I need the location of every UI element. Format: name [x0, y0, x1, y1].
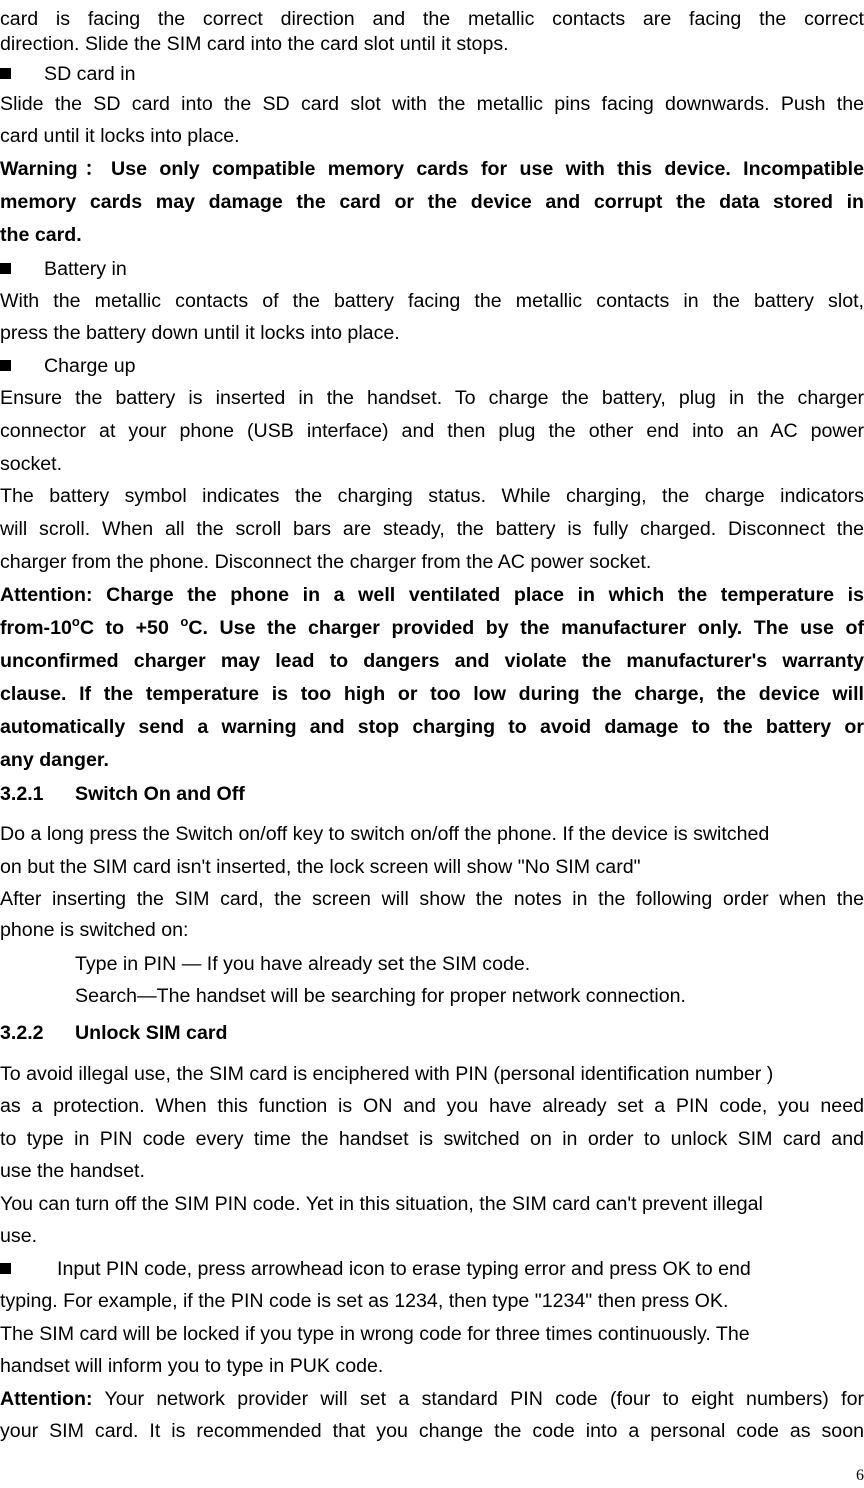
bullet-heading-text: Battery in — [44, 258, 127, 280]
warning-line: memory cards may damage the card or the device and corrupt the data stored in — [0, 191, 864, 213]
paragraph-line: The SIM card will be locked if you type in wrong code for three times continuously. The — [0, 1323, 750, 1345]
attention-line: unconfirmed charger may lead to dangers and violate the manufacturer's warranty — [0, 650, 864, 672]
attention-line: any danger. — [0, 749, 109, 771]
bullet-text: Input PIN code, press arrowhead icon to erase typing error and press OK to end — [57, 1258, 751, 1280]
attention-text: C to +50 — [79, 617, 181, 639]
degree-symbol: o — [180, 614, 189, 629]
section-heading-3-2-1 — [0, 778, 864, 811]
attention-text: Your network provider will set a standard PIN code (four to eight numbers) for — [92, 1388, 864, 1410]
paragraph-line: use the handset. — [0, 1160, 145, 1182]
degree-symbol: o — [71, 614, 80, 629]
paragraph-line: With the metallic contacts of the battery facing the metallic contacts in the battery slot, — [0, 290, 864, 312]
paragraph-line: to type in PIN code every time the handset is switched on in order to unlock SIM card and — [0, 1128, 864, 1150]
paragraph-line: direction. Slide the SIM card into the card slot until it stops. — [0, 33, 509, 55]
warning-line: the card. — [0, 224, 82, 246]
bullet-square-icon — [0, 58, 44, 91]
attention-line: automatically send a warning and stop charging to avoid damage to the battery or — [0, 716, 864, 738]
paragraph-line: The battery symbol indicates the charging status. While charging, the charge indicators — [0, 485, 864, 507]
bullet-square-icon — [0, 253, 44, 286]
attention-label: Attention: — [0, 1388, 93, 1410]
paragraph-line: connector at your phone (USB interface) and then plug the other end into an AC power — [0, 420, 864, 442]
paragraph-line: typing. For example, if the PIN code is set as 1234, then type "1234" then press OK. — [0, 1290, 729, 1312]
paragraph-line: Do a long press the Switch on/off key to switch on/off the phone. If the device is switched — [0, 823, 770, 845]
paragraph-line: Ensure the battery is inserted in the handset. To charge the battery, plug in the charger — [0, 387, 864, 409]
paragraph-line: press the battery down until it locks into place. — [0, 322, 400, 344]
bullet-heading-text: Charge up — [44, 355, 136, 377]
paragraph-line: socket. — [0, 453, 63, 475]
paragraph-line: card is facing the correct direction and the metallic contacts are facing the correct — [0, 8, 864, 30]
paragraph-line: on but the SIM card isn't inserted, the lock screen will show "No SIM card" — [0, 856, 641, 878]
section-heading-3-2-2 — [0, 1017, 864, 1050]
attention-note-line — [0, 1383, 864, 1416]
bullet-square-icon — [0, 350, 44, 383]
paragraph-line: To avoid illegal use, the SIM card is enciphered with PIN (personal identification number ) — [0, 1063, 774, 1085]
attention-line — [0, 612, 864, 645]
paragraph-line: will scroll. When all the scroll bars are steady, the battery is fully charged. Disconnect the — [0, 518, 864, 540]
page-number: 6 — [856, 1467, 864, 1484]
section-number: 3.2.2 — [0, 1022, 44, 1044]
attention-line: Attention: Charge the phone in a well ventilated place in which the temperature is — [0, 584, 864, 606]
paragraph-line: handset will inform you to type in PUK code. — [0, 1355, 384, 1377]
paragraph-line: as a protection. When this function is ON and you have already set a PIN code, you need — [0, 1095, 864, 1117]
indented-line: Search—The handset will be searching for proper network connection. — [75, 985, 687, 1007]
attention-text: from-10 — [0, 617, 72, 639]
paragraph-line: You can turn off the SIM PIN code. Yet in this situation, the SIM card can't prevent illegal — [0, 1193, 763, 1215]
bullet-heading-sd-card — [0, 58, 864, 91]
section-title: Unlock SIM card — [75, 1022, 228, 1044]
paragraph-line: charger from the phone. Disconnect the charger from the AC power socket. — [0, 551, 652, 573]
attention-line: clause. If the temperature is too high or too low during the charge, the device will — [0, 683, 864, 705]
attention-text: C. Use the charger provided by the manufacturer only. The use of — [188, 617, 864, 639]
paragraph-line: your SIM card. It is recommended that you change the code into a personal code as soon — [0, 1420, 864, 1442]
paragraph-line: Slide the SD card into the SD card slot with the metallic pins facing downwards. Push the — [0, 93, 864, 115]
bullet-heading-text: SD card in — [44, 63, 136, 85]
paragraph-line: card until it locks into place. — [0, 125, 240, 147]
paragraph-line: After inserting the SIM card, the screen will show the notes in the following order when the — [0, 888, 864, 910]
warning-line: Warning：Use only compatible memory cards for use with this device. Incompatible — [0, 158, 864, 180]
bullet-heading-charge — [0, 350, 864, 383]
bullet-item — [0, 1253, 864, 1286]
section-title: Switch On and Off — [75, 783, 245, 805]
indented-line: Type in PIN — If you have already set the SIM code. — [75, 953, 531, 975]
paragraph-line: use. — [0, 1225, 38, 1247]
bullet-square-icon — [0, 1253, 57, 1286]
paragraph-line: phone is switched on: — [0, 919, 189, 941]
section-number: 3.2.1 — [0, 783, 44, 805]
bullet-heading-battery — [0, 253, 864, 286]
